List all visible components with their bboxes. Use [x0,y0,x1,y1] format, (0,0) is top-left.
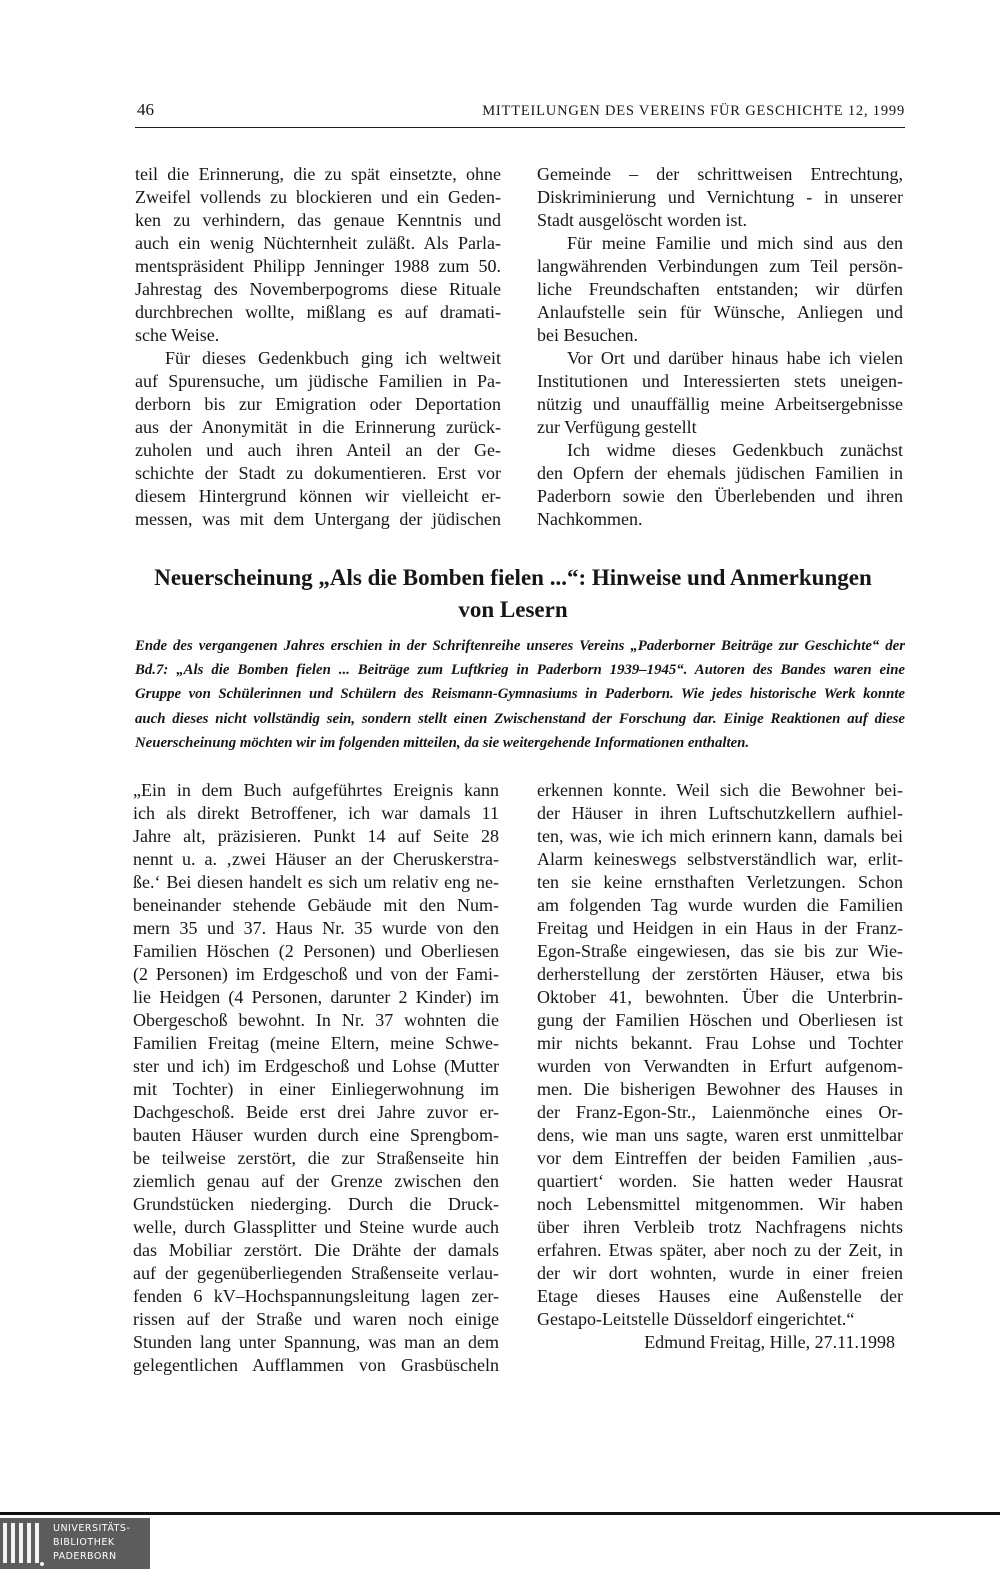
text-line: nennt u. a. ‚zwei Häuser an der Cheruskerstra- [133,849,499,869]
text-line: gelegentlichen Aufflammen von Grasbüscheln [133,1355,499,1375]
text-line: mit Tochter) in einer Einliegerwohnung im [133,1079,499,1099]
text-line: ken zu verhindern, das genaue Kenntnis und [135,210,501,230]
logo-text-line: BIBLIOTHEK [53,1537,115,1548]
text-line: langwährenden Verbindungen zum Teil persön- [537,256,903,276]
text-line: zuholen und auch ihren Anteil an der Ge- [135,440,501,460]
logo-bar-icon [27,1523,31,1563]
text-line: am folgenden Tag wurde wurden die Familien [537,895,903,915]
intro-line: Bd.7: „Als die Bomben fielen ... Beiträge zum Luftkrieg in Paderborn 1939–1945“. Autoren des Bandes waren eine [135,662,905,679]
text-line: bauten Häuser wurden durch eine Sprengbom- [133,1125,499,1145]
text-line: dens, wie man uns sagte, waren erst unmittelbar [537,1125,903,1145]
text-line: nützig und unauffällig meine Arbeitsergebnisse [537,394,903,414]
page-number: 46 [137,100,154,119]
logo-text-line: PADERBORN [53,1551,117,1562]
text-line: beneinander stehende Gebäude mit den Num- [133,895,499,915]
text-line: Gestapo-Leitstelle Düsseldorf eingerichtet.“ [537,1309,855,1329]
text-line: diesem Hintergrund können wir vielleicht er- [135,486,501,506]
library-logo [0,1518,150,1569]
text-line: sche Weise. [135,325,220,345]
text-line: Vor Ort und darüber hinaus habe ich vielen [567,348,903,368]
text-line: mentspräsident Philipp Jenninger 1988 zum 50. [135,256,501,276]
text-line: mern 35 und 37. Haus Nr. 35 wurde von den [133,918,499,938]
text-line: erfahren. Etwas später, aber noch zu der Zeit, in [537,1240,903,1260]
text-line: Familien Freitag (meine Eltern, meine Schwe- [133,1033,499,1053]
paragraph [537,347,903,439]
text-line: Dachgeschoß. Beide erst drei Jahre zuvor er- [133,1102,499,1122]
text-line: auf Spurensuche, um jüdische Familien in Pa- [135,371,501,391]
text-line: quartiert‘ worden. Sie hatten weder Hausrat [537,1171,903,1191]
article-intro [135,634,905,755]
text-line: Anlaufstelle sein für Wünsche, Anliegen und [537,302,903,322]
text-line: durchbrechen wollte, mißlang es auf dramati- [135,302,501,322]
text-line: ten sie keine ernsthaften Verletzungen. Schon [537,872,903,892]
signature: Edmund Freitag, Hille, 27.11.1998 [644,1332,895,1352]
text-line: Oktober 41, bewohnten. Über die Unterbrin- [537,987,903,1007]
text-line: Stunden lang unter Spannung, was man an dem [133,1332,499,1352]
text-line: Paderborn sowie den Überlebenden und ihren [537,486,903,506]
text-line: den Opfern der ehemals jüdischen Familien in [537,463,903,483]
text-line: wurden von Verwandten in Erfurt aufgenom- [537,1056,903,1076]
text-line: gung der Familien Höschen und Oberliesen ist [537,1010,903,1030]
paragraph [537,439,903,531]
text-line: Für meine Familie und mich sind aus den [567,233,903,253]
intro-line: Ende des vergangenen Jahres erschien in der Schriftenreihe unseres Vereins „Paderborner Beiträge zur Geschichte“ der [135,638,905,654]
text-line: Diskriminierung und Vernichtung - in unserer [537,187,903,207]
text-line: Freitag und Heidgen in ein Haus in der Franz- [537,918,903,938]
text-line: noch Lebensmittel mitgenommen. Wir haben [537,1194,903,1214]
text-line: mir nichts bekannt. Frau Lohse und Tochter [537,1033,903,1053]
header-rule [135,127,905,128]
article-right-column [537,779,903,1354]
text-line: fenden 6 kV–Hochspannungsleitung lagen zer- [133,1286,499,1306]
text-line: Zweifel vollends zu blockieren und ein Geden- [135,187,501,207]
text-line: Etage dieses Hauses eine Außenstelle der [537,1286,903,1306]
text-line: welle, durch Glassplitter und Steine wurde auch [133,1217,499,1237]
text-line: Jahrestag des Novemberpogroms diese Rituale [135,279,501,299]
paragraph [133,779,499,1377]
paragraph [537,163,903,232]
text-line: be teilweise zerstört, die zur Straßenseite hin [133,1148,499,1168]
text-line: Institutionen und Interessierten stets uneigen- [537,371,903,391]
text-line: rissen auf der Straße und waren noch einige [133,1309,499,1329]
logo-dot-icon [40,1562,44,1566]
logo-bar-icon [11,1523,15,1563]
text-line: Familien Höschen (2 Personen) und Oberliesen [133,941,499,961]
text-line: Grundstücken niederging. Durch die Druck- [133,1194,499,1214]
logo-bar-icon [3,1523,7,1563]
text-line: Für dieses Gedenkbuch ging ich weltweit [165,348,501,368]
article-heading-line: von Lesern [458,597,568,622]
running-title: MITTEILUNGEN DES VEREINS FÜR GESCHICHTE 12, 1999 [482,103,905,119]
logo-bar-icon [19,1523,23,1563]
text-line: zur Verfügung gestellt [537,417,697,437]
text-line: schichte der Stadt zu dokumentieren. Erst vor [135,463,501,483]
text-line: auch ein wenig Nüchternheit zuläßt. Als Parla- [135,233,501,253]
text-line: auf der gegenüberliegenden Straßenseite verlau- [133,1263,499,1283]
text-line: erkennen konnte. Weil sich die Bewohner bei- [537,780,903,800]
text-line: messen, was mit dem Untergang der jüdischen [135,509,501,529]
article-left-column [133,779,499,1377]
text-line: (2 Personen) im Erdgeschoß und von der Fami- [133,964,499,984]
text-line: Gemeinde – der schrittweisen Entrechtung, [537,164,903,184]
intro-line: auch dieses nicht vollständig sein, sondern stellt einen Zwischenstand der Forschung dar. Einige Reaktionen auf diese [135,710,905,727]
paragraph [537,232,903,347]
text-line: Obergeschoß bewohnt. In Nr. 37 wohnten die [133,1010,499,1030]
intro-line: Neuerscheinung möchten wir im folgenden mitteilen, da sie weitergehende Informationen enthalten. [135,734,750,751]
paragraph [135,163,501,347]
text-line: ße.‘ Bei diesen handelt es sich um relativ eng ne- [133,872,499,892]
text-line: ster und ich) im Erdgeschoß und Lohse (Mutter [133,1056,499,1076]
text-line: über ihren Verbleib trotz Nachfragens nichts [537,1217,903,1237]
text-line: ziemlich genau auf der Grenze zwischen den [133,1171,499,1191]
text-line: aus der Anonymität in die Erinnerung zurück- [135,417,501,437]
top-left-column [135,163,501,531]
text-line: Nachkommen. [537,509,643,529]
footer-rule [0,1512,1000,1515]
logo-bar-icon [35,1523,39,1563]
text-line: „Ein in dem Buch aufgeführtes Ereignis kann [133,780,499,800]
text-line: der wir dort wohnten, wurde in einer freien [537,1263,903,1283]
text-line: der Häuser in ihren Luftschutzkellern aufhiel- [537,803,903,823]
paragraph [537,779,903,1331]
text-line: teil die Erinnerung, die zu spät einsetzte, ohne [135,164,501,184]
text-line: derborn bis zur Emigration oder Deportation [135,394,501,414]
text-line: Stadt ausgelöscht worden ist. [537,210,747,230]
intro-line: Gruppe von Schülerinnen und Schülern des Reismann-Gymnasiums in Paderborn. Wie jedes historische Werk konnte [135,686,905,703]
paragraph [135,347,501,531]
text-line: ten, was, wie ich mich erinnern kann, damals bei [537,826,903,846]
logo-text [53,1522,130,1564]
text-line: men. Die bisherigen Bewohner des Hauses in [537,1079,903,1099]
top-right-column [537,163,903,531]
text-line: bei Besuchen. [537,325,638,345]
text-line: vor dem Eintreffen der beiden Familien ‚aus- [537,1148,903,1168]
text-line: Ich widme dieses Gedenkbuch zunächst [567,440,903,460]
text-line: Jahre alt, präzisieren. Punkt 14 auf Seite 28 [133,826,499,846]
text-line: liche Freundschaften entstanden; wir dürfen [537,279,903,299]
text-line: Alarm keineswegs selbstverständlich war, erlit- [537,849,903,869]
article-heading-line: Neuerscheinung „Als die Bomben fielen ...“: Hinweise und Anmerkungen [154,565,872,590]
text-line: das Mobiliar zerstört. Die Drähte der damals [133,1240,499,1260]
text-line: lie Heidgen (4 Personen, darunter 2 Kinder) im [133,987,499,1007]
text-line: ich als direkt Betroffener, ich war damals 11 [133,803,499,823]
text-line: derherstellung der zerstörten Häuser, etwa bis [537,964,903,984]
article-heading [128,562,898,626]
text-line: der Franz-Egon-Str., Laienmönche eines Or- [537,1102,903,1122]
logo-text-line: UNIVERSITÄTS- [53,1523,131,1534]
text-line: Egon-Straße eingewiesen, das sie bis zur Wie- [537,941,903,961]
